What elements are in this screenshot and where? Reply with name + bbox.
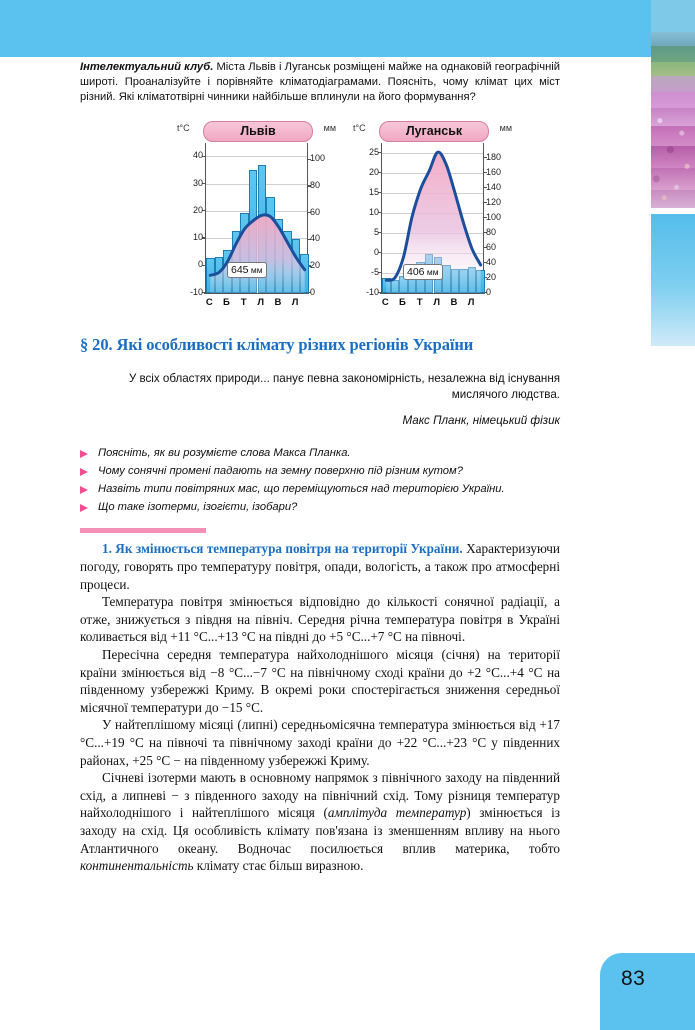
annual-precip-unit: мм [424,266,439,277]
temperature-area-fill [210,214,304,292]
list-item [80,500,560,515]
month-label: В [450,296,458,308]
question-text: Що таке ізотерми, ізогієти, ізобари? [98,500,298,513]
body-p5a: Січневі ізотерми мають в основному напрямок з північного заходу на південний схід, а липневі − з південного заходу на північний схід. Тому різниця температур найхолоднішого і найтеплішого місяця ( [80,770,560,821]
month-label: Л [291,296,299,308]
subsection-lead: 1. Як змінюється температура повітря на території України. [102,541,463,557]
side-gradient-strip [651,214,695,346]
y-tick-label: -10 [189,286,203,297]
luhansk-chart-title: Луганськ [379,121,489,142]
question-text: Чому сонячні промені падають на земну поверхню під різним кутом? [98,464,463,477]
month-label: Л [433,296,441,308]
page-number-label: 83 [621,967,646,990]
y-tick-label: 0 [197,259,203,270]
lviv-month-labels [205,297,308,308]
y2-tick-label: 80 [486,226,497,237]
month-label [214,297,223,308]
month-label: В [274,296,282,308]
annual-precip-unit: мм [248,264,263,275]
y2-tick-label: 0 [486,286,492,297]
body-p1-text: Характеризуючи погоду, говорять про температуру повітря, опади, вологість, а також про атмосферні процеси. [80,541,560,592]
month-label [458,297,467,308]
intro-lead: Інтелектуальний клуб. [80,61,214,73]
y-tick-label: 20 [368,166,379,177]
triangle-bullet-icon [80,504,88,512]
month-label: Б [399,296,406,308]
y2-tick-label: 80 [310,179,321,190]
luhansk-month-labels [381,297,484,308]
body-p5b: ) змінюється із заходу на схід. Ця особливість клімату пов'язана із зменшенням впливу на нього Атлантичного океану. Водночас посилюється вплив материка, тобто [80,805,561,856]
y-tick-label: 10 [368,206,379,217]
y2-tick-label: 20 [486,271,497,282]
y-tick-label: 10 [192,232,203,243]
y2-tick-label: 60 [310,206,321,217]
body-text [80,540,560,874]
y2-tick-label: 100 [310,153,326,164]
month-label [424,297,433,308]
luhansk-x-axis [380,293,484,295]
y-tick-label: 20 [192,204,203,215]
month-label: С [205,296,213,308]
luhansk-temp-unit: t°C [353,122,366,133]
climatogram-lviv [176,119,336,319]
pink-divider [80,528,206,533]
body-paragraph-3: Пересічна середня температура найхолоднішого місяця (січня) на території країни змінюється від −8 °С...−7 °С на північному сході країни до +2 °С...+4 °С на південному узбережжі Криму. В окремі роки спостерігається зниження середньої місячної температури до −15 °С. [80,647,560,715]
month-label [282,297,291,308]
y-tick-label: -10 [365,286,379,297]
y-tick-label: 5 [373,226,379,237]
y2-tick-label: 120 [486,196,502,207]
lviv-annual-precip-label [227,262,267,278]
list-item [80,446,560,461]
annual-precip-value: 406 [407,265,425,278]
term-continentality: континентальність [80,858,194,874]
y2-tick-label: 20 [310,259,321,270]
lviv-x-axis [204,293,308,295]
y2-tick-label: 180 [486,151,502,162]
annual-precip-value: 645 [231,263,249,276]
y2-tick-label: 40 [310,233,321,244]
body-paragraph-5 [80,769,560,875]
question-list [80,446,560,515]
luhansk-precip-unit: мм [499,122,512,133]
luhansk-annual-precip-label [403,264,443,280]
y-tick-label: -5 [370,266,379,277]
list-item [80,482,560,497]
month-label: С [381,296,389,308]
body-paragraph-2: Температура повітря змінюється відповідно до кількості сонячної радіації, а отже, знижується з півдня на північ. Середня річна температура повітря в Україні коливається від +11 °С...+13 °С на півдні до +5 °С...+7 °С на півночі. [80,594,560,645]
y2-tick-label: 100 [486,211,502,222]
month-label: Л [257,296,265,308]
lviv-temp-unit: t°C [177,122,190,133]
intro-paragraph [80,60,560,106]
climatogram-pair [80,119,560,319]
month-label [248,297,257,308]
list-item [80,464,560,479]
y-tick-label: 30 [192,177,203,188]
top-decorative-bar [0,0,655,57]
y-tick-label: 25 [368,146,379,157]
intro-text: Міста Львів і Луганськ розміщені майже на однаковій географічній широті. Проаналізуйте і порівняйте кліматодіаграмами. Поясніть, чому клімат цих міст різний. Які кліматотвірні чинники найбільше вплинули на його формування? [80,61,560,104]
climatogram-luhansk [352,119,512,319]
lviv-chart-title: Львів [203,121,313,142]
triangle-bullet-icon [80,450,88,458]
triangle-bullet-icon [80,468,88,476]
month-label [231,297,240,308]
term-amplitude: амплітуда температур [327,805,467,821]
epigraph-quote: У всіх областях природи... панує певна закономірність, незалежна від існування мислячого людства. [128,371,560,401]
y-tick-label: 15 [368,186,379,197]
y2-tick-label: 40 [486,256,497,267]
month-label: Т [416,296,423,308]
month-label: Л [467,296,475,308]
flower-texture [651,0,695,208]
month-label [441,297,450,308]
y2-tick-label: 160 [486,166,502,177]
body-paragraph-4: У найтеплішому місяці (липні) середньомісячна температура змінюється від +17 °С...+19 °С на півночі та північному заході країни до +22 °С...+23 °С у південних районах, +25 °С − на південному узбережжі Криму. [80,717,560,768]
body-p5c: клімату стає більш виразною. [193,858,364,874]
page-number-block [600,953,695,1030]
month-label [475,297,484,308]
month-label [299,297,308,308]
epigraph-author: Макс Планк, німецький фізик [402,413,560,427]
body-paragraph-1 [80,540,560,593]
y-tick-label: 40 [192,150,203,161]
month-label: Б [223,296,230,308]
side-photo-flowers [651,0,695,208]
lviv-precip-unit: мм [323,122,336,133]
section-heading: § 20. Які особливості клімату різних регіонів України [80,334,474,354]
y2-tick-label: 0 [310,286,316,297]
triangle-bullet-icon [80,486,88,494]
month-label: Т [240,296,247,308]
month-label [390,297,399,308]
month-label [407,297,416,308]
month-label [265,297,274,308]
y2-tick-label: 140 [486,181,502,192]
question-text: Поясніть, як ви розумієте слова Макса Планка. [98,446,351,459]
y-tick-label: 0 [373,246,379,257]
y2-tick-label: 60 [486,241,497,252]
question-text: Назвіть типи повітряних мас, що переміщуються над територією України. [98,482,505,495]
page-content [80,60,560,875]
